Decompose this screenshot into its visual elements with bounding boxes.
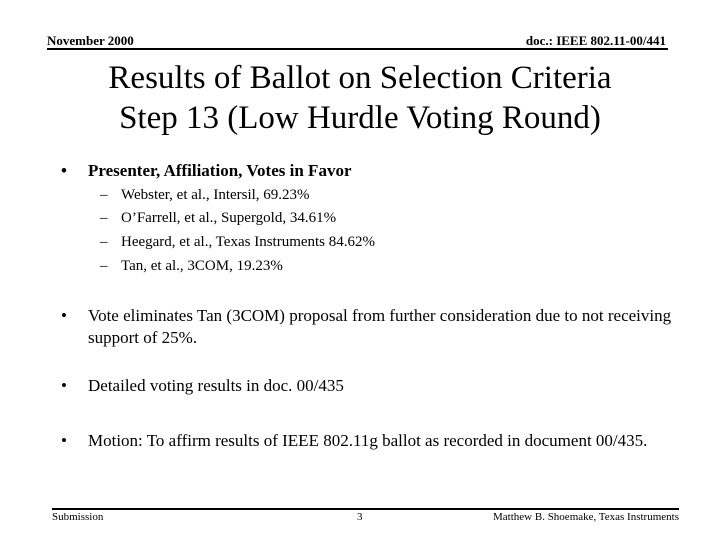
bullet-text: Vote eliminates Tan (3COM) proposal from further consideration due to not receiving support of 25%. <box>88 306 672 347</box>
sub-bullet-result <box>100 231 520 254</box>
bullet-detailed-results <box>61 375 681 397</box>
slide-title-line-2: Step 13 (Low Hurdle Voting Round) <box>119 100 601 136</box>
footer-divider <box>52 508 679 510</box>
footer-author: Matthew B. Shoemake, Texas Instruments <box>493 511 679 523</box>
header-doc-number: doc.: IEEE 802.11-00/441 <box>525 33 666 48</box>
dash-marker: – <box>100 210 108 226</box>
sub-bullet-text: Heegard, et al., Texas Instruments 84.62% <box>121 234 376 250</box>
slide-title-line-1: Results of Ballot on Selection Criteria <box>108 60 612 96</box>
bullet-marker: • <box>61 376 67 395</box>
bullet-marker: • <box>61 431 67 450</box>
bullet-text: Motion: To affirm results of IEEE 802.11g ballot as recorded in document 00/435. <box>88 431 648 450</box>
sub-bullet-result <box>100 255 520 278</box>
sub-bullet-result <box>100 184 520 207</box>
sub-bullet-text: Webster, et al., Intersil, 69.23% <box>121 187 310 203</box>
slide-title <box>0 58 720 138</box>
bullet-text: Detailed voting results in doc. 00/435 <box>88 376 344 395</box>
sub-bullet-result <box>100 207 520 230</box>
bullet-marker: • <box>61 306 67 325</box>
header-divider <box>47 48 668 50</box>
footer-submission: Submission <box>52 511 104 523</box>
header-date: November 2000 <box>47 33 134 48</box>
bullet-text: Presenter, Affiliation, Votes in Favor <box>88 161 352 180</box>
footer-page-number: 3 <box>357 511 363 523</box>
dash-marker: – <box>100 187 108 203</box>
bullet-marker: • <box>61 161 67 180</box>
dash-marker: – <box>100 234 108 250</box>
sub-bullet-text: Tan, et al., 3COM, 19.23% <box>121 258 283 274</box>
dash-marker: – <box>100 258 108 274</box>
sub-bullet-text: O’Farrell, et al., Supergold, 34.61% <box>121 210 337 226</box>
bullet-vote-eliminates <box>61 305 681 349</box>
bullet-presenter-heading <box>61 160 681 182</box>
bullet-motion <box>61 430 681 452</box>
